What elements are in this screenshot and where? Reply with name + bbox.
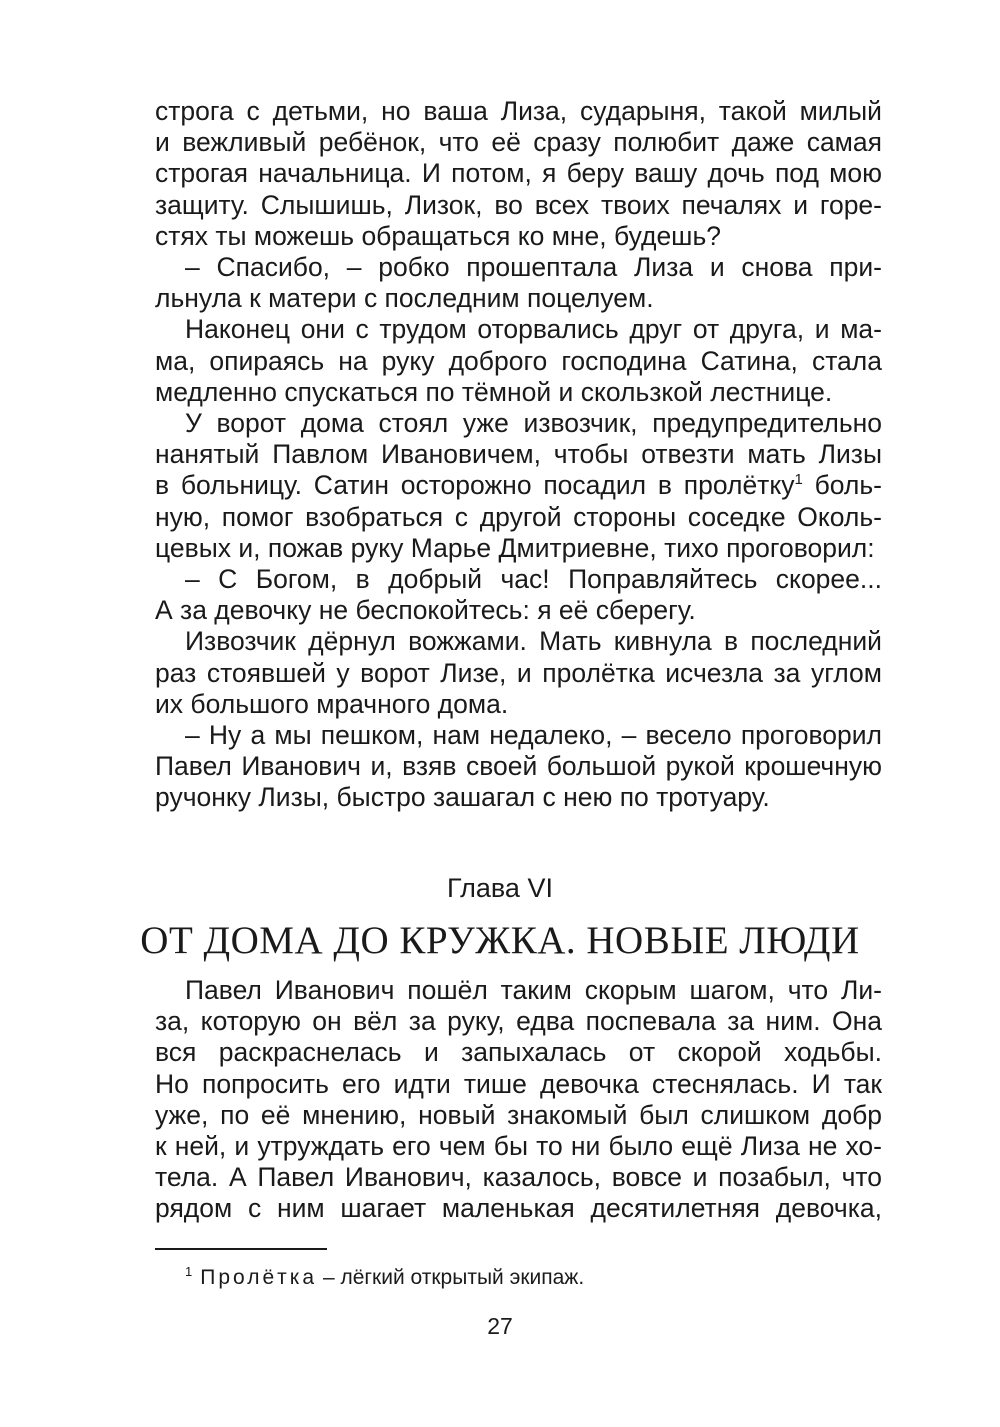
text-line: стях ты можешь обращаться ко мне, будешь? (155, 220, 721, 251)
paragraph (155, 252, 882, 314)
footnote (185, 1265, 584, 1291)
text-line: льнула к матери с последним поцелуем. (155, 283, 654, 314)
text-line: раз стоявшей у ворот Лизе, и пролётка исчезла за углом (155, 657, 882, 688)
text-line: А за девочку не беспокойтесь: я её сберегу. (155, 595, 696, 626)
text-line: У ворот дома стоял уже извозчик, предупредительно (185, 408, 882, 439)
text-line: за, которую он вёл за руку, едва поспевала за ним. Она (155, 1006, 882, 1037)
text-line: вся раскраснелась и запыхалась от скорой ходьбы. (155, 1037, 882, 1068)
footnote-mark: 1 (185, 1264, 193, 1279)
paragraph (155, 408, 882, 564)
text-line: и вежливый ребёнок, что её сразу полюбит даже самая (155, 127, 882, 158)
text-line (155, 470, 882, 501)
text-line: строга с детьми, но ваша Лиза, сударыня, такой милый (155, 96, 882, 126)
paragraph (155, 564, 882, 626)
text-line: нанятый Павлом Ивановичем, чтобы отвезти мать Лизы (155, 439, 882, 470)
text-line: ма, опираясь на руку доброго господина Сатина, стала (155, 345, 882, 376)
paragraph (155, 720, 882, 814)
text-line: защиту. Слышишь, Лизок, во всех твоих печалях и горе- (155, 189, 882, 220)
chapter-text (155, 975, 882, 1225)
text-line: к ней, и утруждать его чем бы то ни было ещё Лиза не хо- (155, 1131, 882, 1162)
text-line: медленно спускаться по тёмной и скользкой лестнице. (155, 376, 833, 407)
footnote-reference: 1 (794, 471, 803, 489)
text-line: – С Богом, в добрый час! Поправляйтесь скорее... (185, 564, 882, 595)
main-text (155, 96, 882, 814)
text-line: Павел Иванович пошёл таким скорым шагом, что Ли- (185, 975, 882, 1005)
text-fragment: в больницу. Сатин осторожно посадил в пролётку (155, 470, 795, 501)
text-line: – Ну а мы пешком, нам недалеко, – весело проговорил (185, 720, 882, 751)
text-line: ручонку Лизы, быстро зашагал с нею по тротуару. (155, 782, 770, 813)
text-line: цевых и, пожав руку Марье Дмитриевне, тихо проговорил: (155, 532, 875, 563)
page-number: 27 (487, 1313, 513, 1339)
paragraph (155, 626, 882, 720)
paragraph (155, 314, 882, 408)
text-line: Павел Иванович и, взяв своей большой рукой крошечную (155, 751, 882, 782)
chapter-title: ОТ ДОМА ДО КРУЖКА. НОВЫЕ ЛЮДИ (140, 919, 860, 962)
footnote-term: Пролётка (200, 1266, 318, 1289)
text-line: уже, по её мнению, новый знакомый был слишком добр (155, 1099, 882, 1130)
footnote-definition: – лёгкий открытый экипаж. (317, 1266, 585, 1289)
text-line: строгая начальница. И потом, я беру вашу дочь под мою (155, 158, 882, 189)
text-line: их большого мрачного дома. (155, 688, 509, 719)
text-line: рядом с ним шагает маленькая десятилетняя девочка, (155, 1193, 882, 1224)
text-line: Извозчик дёрнул вожжами. Мать кивнула в последний (185, 626, 882, 657)
paragraph (155, 96, 882, 252)
footnote-divider (155, 1248, 327, 1250)
text-line: Наконец они с трудом оторвались друг от друга, и ма- (185, 314, 882, 345)
text-line: Но попросить его идти тише девочка стеснялась. И так (155, 1068, 882, 1099)
chapter-label: Глава VI (447, 873, 553, 903)
text-fragment: боль- (802, 470, 883, 501)
text-line: тела. А Павел Иванович, казалось, вовсе и позабыл, что (155, 1162, 882, 1193)
text-line: – Спасибо, – робко прошептала Лиза и снова при- (185, 252, 882, 283)
text-line: ную, помог взобраться с другой стороны соседке Околь- (155, 501, 882, 532)
